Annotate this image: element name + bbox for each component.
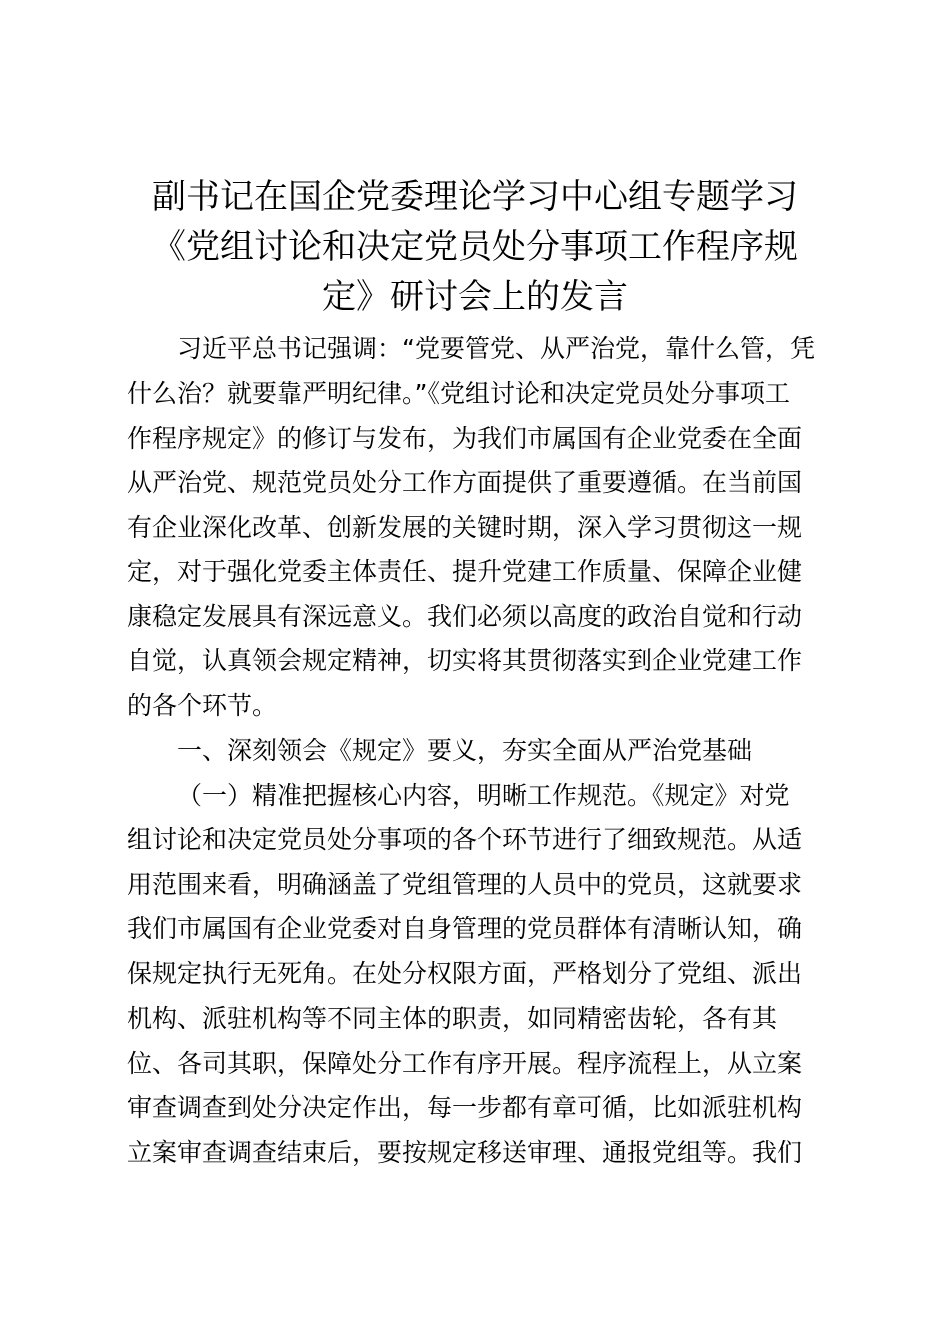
body-line-12: 组讨论和决定党员处分事项的各个环节进行了细致规范。从适 xyxy=(127,825,803,854)
body-line-14: 我们市属国有企业党委对自身管理的党员群体有清晰认知，确 xyxy=(127,914,803,943)
body-line-9: 的各个环节。 xyxy=(127,691,278,720)
body-line-18: 审查调查到处分决定作出，每一步都有章可循，比如派驻机构 xyxy=(127,1093,803,1122)
body-line-5: 有企业深化改革、创新发展的关键时期，深入学习贯彻这一规 xyxy=(127,513,803,542)
body-line-6: 定，对于强化党委主体责任、提升党建工作质量、保障企业健 xyxy=(127,557,803,586)
body-line-16: 机构、派驻机构等不同主体的职责，如同精密齿轮，各有其 xyxy=(127,1004,778,1033)
document-title-line-1: 副书记在国企党委理论学习中心组专题学习 xyxy=(152,177,798,217)
body-line-15: 保规定执行无死角。在处分权限方面，严格划分了党组、派出 xyxy=(127,959,803,988)
body-line-8: 自觉，认真领会规定精神，切实将其贯彻落实到企业党建工作 xyxy=(127,646,803,675)
body-line-17: 位、各司其职，保障处分工作有序开展。程序流程上，从立案 xyxy=(127,1049,803,1078)
body-line-4: 从严治党、规范党员处分工作方面提供了重要遵循。在当前国 xyxy=(127,468,803,497)
document-title-line-3: 定》研讨会上的发言 xyxy=(322,277,628,317)
body-line-11: （一）精准把握核心内容，明晰工作规范。《规定》对党 xyxy=(177,781,790,810)
body-line-3: 作程序规定》的修订与发布，为我们市属国有企业党委在全面 xyxy=(127,424,803,453)
body-line-13: 用范围来看，明确涵盖了党组管理的人员中的党员，这就要求 xyxy=(127,870,803,899)
document-title-line-2: 《党组讨论和决定党员处分事项工作程序规 xyxy=(152,227,798,267)
body-line-2: 什么治？就要靠严明纪律。”《党组讨论和决定党员处分事项工 xyxy=(127,379,790,408)
body-line-19: 立案审查调查结束后，要按规定移送审理、通报党组等。我们 xyxy=(127,1138,803,1167)
body-line-7: 康稳定发展具有深远意义。我们必须以高度的政治自觉和行动 xyxy=(127,602,803,631)
body-line-1: 习近平总书记强调：“党要管党、从严治党，靠什么管，凭 xyxy=(177,334,815,363)
section-heading-1: 一、深刻领会《规定》要义，夯实全面从严治党基础 xyxy=(177,736,753,765)
